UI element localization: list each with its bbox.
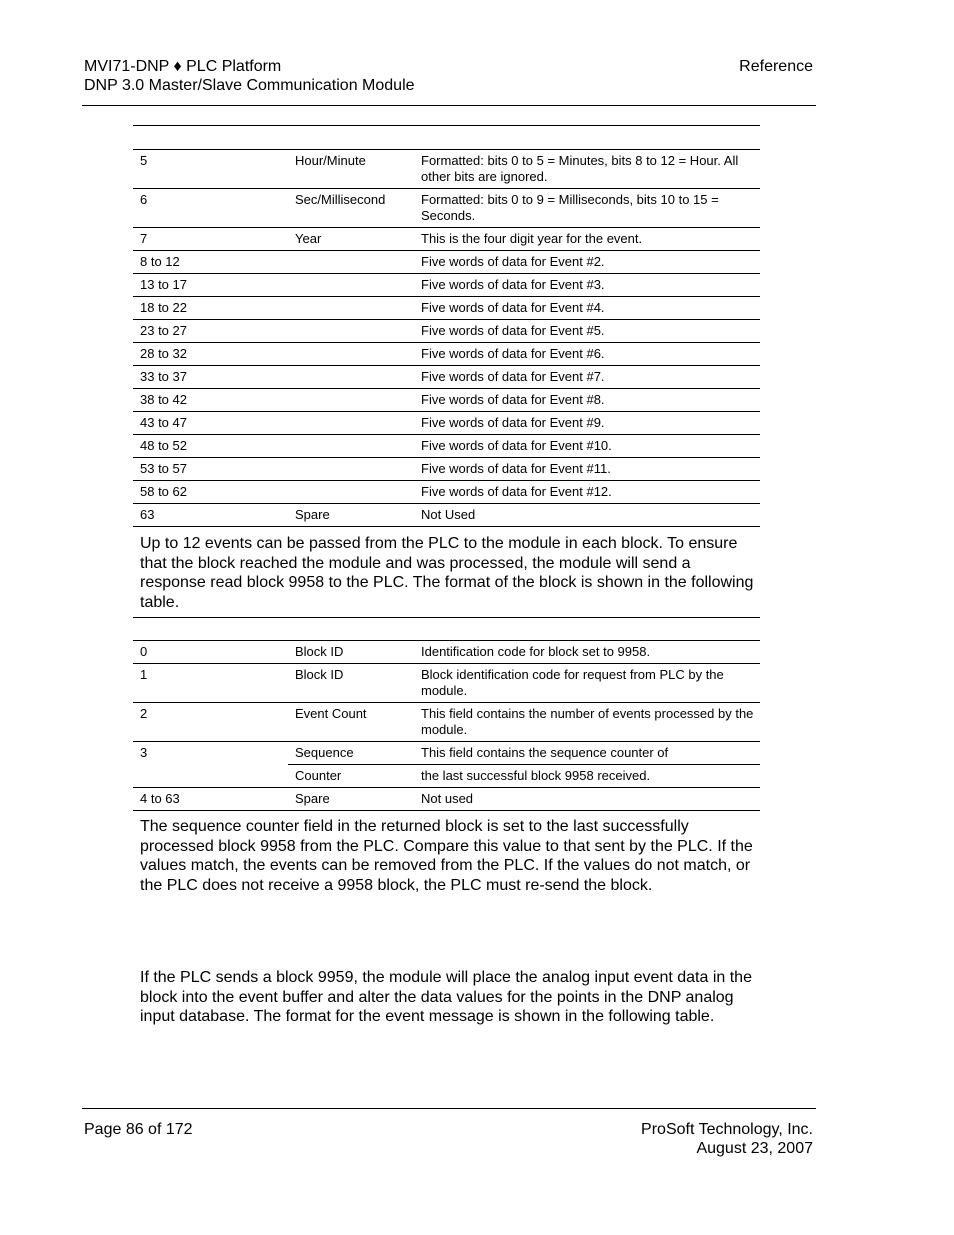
cell-name [288,435,414,458]
cell-word: 2 [133,703,288,742]
header-section: Reference [739,58,813,75]
cell-name [288,297,414,320]
cell-word: 33 to 37 [133,366,288,389]
cell-name: Sec/Millisecond [288,189,414,228]
cell-desc: Five words of data for Event #4. [414,297,760,320]
cell-name: Block ID [288,641,414,664]
cell-name: Counter [288,765,414,788]
cell-desc: Five words of data for Event #8. [414,389,760,412]
table-row [133,251,760,274]
cell-desc: Not Used [414,504,760,527]
cell-desc: Formatted: bits 0 to 5 = Minutes, bits 8 to 12 = Hour. All other bits are ignored. [414,150,760,189]
table-row [133,703,760,742]
table-response-block [133,640,760,811]
table2-top-rule [133,617,760,618]
cell-desc: Five words of data for Event #11. [414,458,760,481]
table-row [133,389,760,412]
footer-date: August 23, 2007 [696,1140,813,1157]
table-row [133,664,760,703]
cell-name: Year [288,228,414,251]
footer-company: ProSoft Technology, Inc. [641,1121,813,1138]
cell-word: 53 to 57 [133,458,288,481]
cell-name [288,274,414,297]
cell-desc: Five words of data for Event #2. [414,251,760,274]
cell-name: Event Count [288,703,414,742]
table-row [133,228,760,251]
table-row [133,189,760,228]
cell-name [288,412,414,435]
cell-word: 63 [133,504,288,527]
cell-word: 13 to 17 [133,274,288,297]
cell-desc: This field contains the number of events processed by the module. [414,703,760,742]
cell-desc: Five words of data for Event #9. [414,412,760,435]
cell-word: 6 [133,189,288,228]
cell-name: Block ID [288,664,414,703]
table-row [133,150,760,189]
cell-word: 43 to 47 [133,412,288,435]
cell-word: 7 [133,228,288,251]
cell-word: 3 [140,745,148,760]
table-row [133,641,760,664]
table-row [133,458,760,481]
cell-word: 5 [133,150,288,189]
cell-name: Sequence [288,742,414,765]
cell-word [133,765,288,788]
cell-desc: This is the four digit year for the event. [414,228,760,251]
page-number: Page 86 of 172 [84,1121,193,1138]
cell-desc: Block identification code for request from PLC by the module. [414,664,760,703]
cell-word: 18 to 22 [133,297,288,320]
footer-rule [82,1108,816,1109]
cell-desc: the last successful block 9958 received. [414,765,760,788]
cell-desc: Not used [414,788,760,811]
table-row [133,412,760,435]
cell-desc: Five words of data for Event #6. [414,343,760,366]
table-row [133,320,760,343]
table-row [133,297,760,320]
table-row [133,481,760,504]
cell-word: 1 [133,664,288,703]
cell-name [288,251,414,274]
cell-word: 28 to 32 [133,343,288,366]
cell-word: 0 [133,641,288,664]
header-title: MVI71-DNP ♦ PLC Platform [84,58,282,75]
cell-desc: Five words of data for Event #7. [414,366,760,389]
header-rule [82,105,816,106]
cell-word: 58 to 62 [133,481,288,504]
cell-desc: Five words of data for Event #3. [414,274,760,297]
paragraph-sequence-counter: The sequence counter field in the returned block is set to the last successfully processed block 9958 from the PLC. Compare this value to that sent by the PLC. If the values match, the events can be removed from the PLC. If the values do not match, or the PLC does not receive a 9958 block, the PLC must re-send the block. [140,818,753,894]
table-row [133,742,760,765]
cell-word: 4 to 63 [133,788,288,811]
table-event-block [133,149,760,527]
cell-word: 38 to 42 [133,389,288,412]
cell-name: Hour/Minute [288,150,414,189]
table-row [133,274,760,297]
cell-name [288,481,414,504]
cell-desc: Identification code for block set to 9958. [414,641,760,664]
cell-name: Spare [288,504,414,527]
cell-desc: Five words of data for Event #10. [414,435,760,458]
cell-desc: Five words of data for Event #5. [414,320,760,343]
cell-word: 48 to 52 [133,435,288,458]
paragraph-block-9959: If the PLC sends a block 9959, the module will place the analog input event data in the block into the event buffer and alter the data values for the points in the DNP analog input database. The format for the event message is shown in the following table. [140,969,752,1026]
table-row [133,435,760,458]
table-row [133,504,760,527]
cell-desc: Five words of data for Event #12. [414,481,760,504]
table-row [133,343,760,366]
cell-name [288,320,414,343]
table-row [133,366,760,389]
header-subtitle: DNP 3.0 Master/Slave Communication Module [84,77,415,94]
cell-name [288,366,414,389]
cell-desc: Formatted: bits 0 to 9 = Milliseconds, bits 10 to 15 = Seconds. [414,189,760,228]
table1-top-rule [133,125,760,126]
table-row [133,765,760,788]
cell-name: Spare [288,788,414,811]
cell-name [288,343,414,366]
cell-desc: This field contains the sequence counter of [414,742,760,765]
cell-name [288,389,414,412]
cell-name [288,458,414,481]
table-row [133,788,760,811]
cell-word: 8 to 12 [133,251,288,274]
paragraph-response-block: Up to 12 events can be passed from the PLC to the module in each block. To ensure that the block reached the module and was processed, the module will send a response read block 9958 to the PLC. The format of the block is shown in the following table. [140,535,754,611]
cell-word: 23 to 27 [133,320,288,343]
